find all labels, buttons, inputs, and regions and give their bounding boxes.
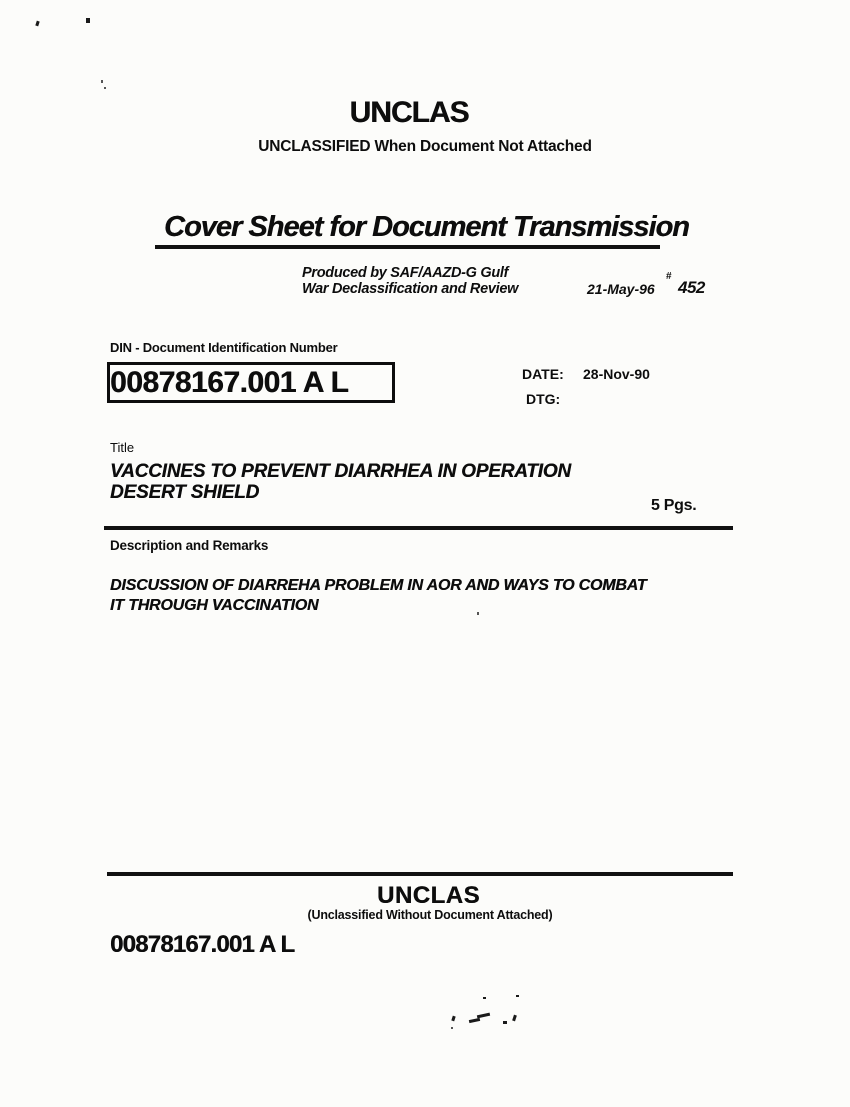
top-classification-banner: UNCLAS bbox=[349, 96, 469, 129]
ink-speck bbox=[483, 997, 486, 999]
ink-scribble bbox=[469, 1018, 480, 1023]
ink-speck bbox=[86, 18, 90, 23]
title-section-label: Title bbox=[110, 440, 135, 455]
superscript-ink-mark: # bbox=[666, 271, 672, 282]
document-description-line2: IT THROUGH VACCINATION bbox=[110, 596, 319, 614]
dtg-label: DTG: bbox=[526, 391, 561, 407]
bottom-classification-banner: UNCLAS bbox=[377, 882, 480, 909]
ink-speck bbox=[101, 80, 103, 83]
ink-speck bbox=[477, 612, 479, 615]
footer-divider bbox=[107, 872, 733, 876]
bottom-din-value: 00878167.001 A L bbox=[110, 931, 295, 958]
document-title-line2: DESERT SHIELD bbox=[110, 481, 260, 503]
ink-speck bbox=[516, 995, 519, 997]
date-label: DATE: bbox=[522, 366, 564, 382]
ink-speck bbox=[35, 21, 39, 27]
stamp-number: 452 bbox=[678, 278, 705, 297]
page-count: 5 Pgs. bbox=[651, 497, 697, 514]
ink-speck bbox=[451, 1027, 453, 1029]
ink-scribble bbox=[477, 1013, 490, 1019]
ink-speck bbox=[451, 1016, 455, 1022]
document-title bbox=[110, 462, 571, 503]
description-label: Description and Remarks bbox=[110, 538, 269, 553]
top-classification-note: UNCLASSIFIED When Document Not Attached bbox=[258, 138, 592, 155]
document-title-line1: VACCINES TO PREVENT DIARRHEA IN OPERATION bbox=[110, 461, 571, 482]
din-value: 00878167.001 A L bbox=[110, 366, 349, 399]
date-value: 28-Nov-90 bbox=[583, 366, 650, 382]
bottom-classification-note: (Unclassified Without Document Attached) bbox=[307, 908, 553, 922]
document-description-line1: DISCUSSION OF DIARREHA PROBLEM IN AOR AND WAYS TO COMBAT bbox=[110, 577, 647, 594]
ink-speck bbox=[503, 1021, 507, 1024]
produced-date: 21-May-96 bbox=[587, 281, 655, 297]
ink-speck bbox=[104, 87, 106, 89]
din-box bbox=[107, 362, 395, 403]
section-divider bbox=[104, 526, 733, 530]
ink-speck bbox=[512, 1015, 517, 1022]
title-underline bbox=[155, 245, 660, 249]
produced-by-line2: War Declassification and Review bbox=[302, 281, 519, 297]
produced-by-block bbox=[302, 265, 518, 297]
din-label: DIN - Document Identification Number bbox=[110, 340, 338, 355]
page-title: Cover Sheet for Document Transmission bbox=[164, 211, 689, 243]
produced-by-line1: Produced by SAF/AAZD-G Gulf bbox=[302, 265, 509, 281]
document-description bbox=[110, 576, 646, 615]
